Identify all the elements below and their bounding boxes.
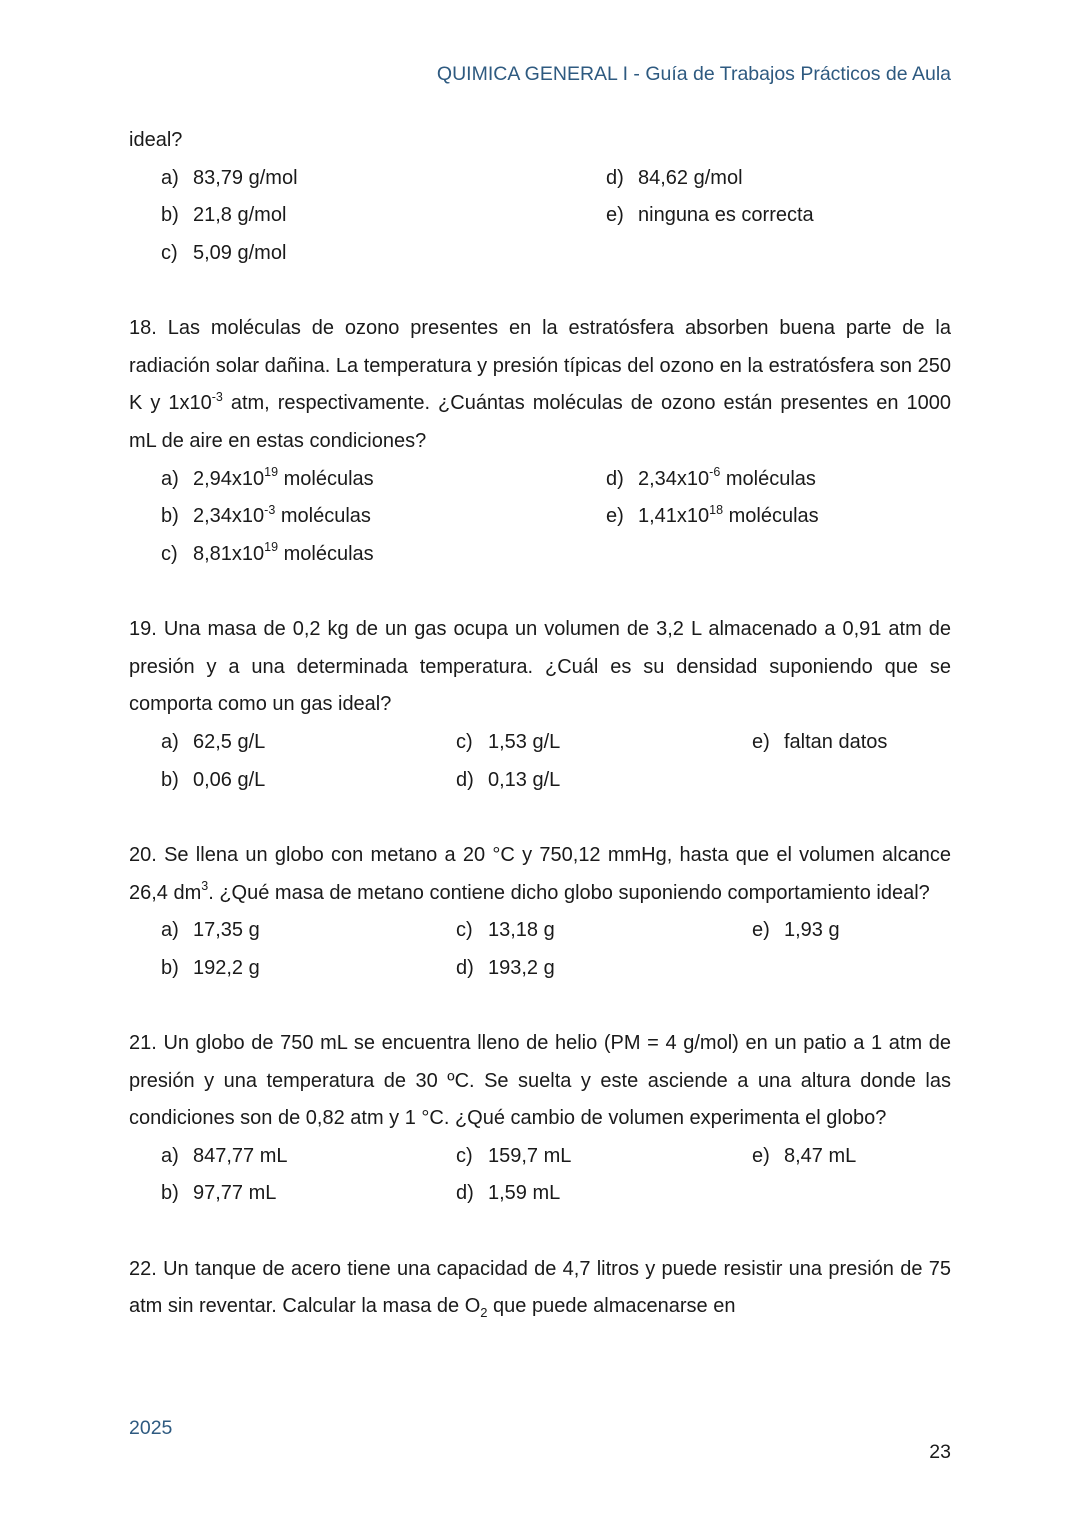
q18-option-d: d) $2,34x10^{-6}$ moléculas bbox=[606, 464, 816, 490]
q20-option-a: a) 17,35 g bbox=[161, 919, 260, 942]
q17-option-a: a) 83,79 g/mol bbox=[161, 166, 298, 189]
q17-option-c: c) 5,09 g/mol bbox=[161, 241, 287, 264]
q19-option-d: d) 0,13 g/L bbox=[456, 768, 561, 791]
q20-statement: 20. Se llena un globo con metano a 20 °C y 750,12 mmHg, hasta que el volumen alcance 26,4 $dm^3$. ¿Qué masa de metano contiene dicho globo suponiendo comportamiento ideal? bbox=[129, 843, 951, 904]
q19-option-e: e) faltan datos bbox=[752, 730, 888, 753]
q19-option-c: c) 1,53 g/L bbox=[456, 730, 561, 753]
q17-option-d: d) 84,62 g/mol bbox=[606, 166, 743, 189]
q18-option-e: e) $1,41x10^{18}$ moléculas bbox=[606, 502, 819, 528]
q18-option-c: c) $8,81x10^{19}$ moléculas bbox=[161, 540, 374, 565]
q20-options bbox=[129, 912, 951, 987]
q19-options bbox=[129, 724, 951, 799]
q21-statement: 21. Un globo de 750 mL se encuentra lleno de helio (PM = 4 g/mol) en un patio a 1 atm de presión y una temperatura de 30 ºC. Se suelta y este asciende a una altura donde las condiciones son de 0,82 atm y 1 °C. ¿Qué cambio de volumen experimenta el globo? bbox=[129, 1032, 951, 1130]
q20-option-e: e) 1,93 g bbox=[752, 919, 840, 942]
q20-option-c: c) 13,18 g bbox=[456, 919, 555, 942]
q19-statement: 19. Una masa de 0,2 kg de un gas ocupa un volumen de 3,2 L almacenado a 0,91 atm de presión y a una determinada temperatura. ¿Cuál es su densidad suponiendo que se comporta como un gas ideal? bbox=[129, 618, 952, 716]
q21-option-e: e) 8,47 mL bbox=[752, 1144, 857, 1167]
q17-option-b: b) 21,8 g/mol bbox=[161, 204, 287, 227]
page-content bbox=[129, 122, 951, 1326]
q21-options bbox=[129, 1138, 951, 1213]
page-number: 23 bbox=[929, 1441, 951, 1463]
q22-statement: 22. Un tanque de acero tiene una capacidad de 4,7 litros y puede resistir una presión de 75 atm sin reventar. Calcular la masa de $O_2$ que puede almacenarse en bbox=[129, 1257, 951, 1321]
q17-option-e: e) ninguna es correcta bbox=[606, 204, 814, 227]
q18-options bbox=[129, 461, 951, 574]
page-header-title: QUIMICA GENERAL I - Guía de Trabajos Prácticos de Aula bbox=[436, 63, 951, 85]
q21-option-a: a) 847,77 mL bbox=[161, 1144, 288, 1167]
q18-statement: 18. Las moléculas de ozono presentes en la estratósfera absorben buena parte de la radiación solar dañina. La temperatura y presión típicas del ozono en la estratósfera son 250 K y $1x10^{-3}$ atm, respectivamente. ¿Cuántas moléculas de ozono están presentes en 1000 mL de aire en estas condiciones? bbox=[129, 317, 951, 452]
q17-options bbox=[129, 160, 951, 273]
q21-option-d: d) 1,59 mL bbox=[456, 1182, 561, 1205]
q21-option-b: b) 97,77 mL bbox=[161, 1182, 277, 1205]
q19-option-b: b) 0,06 g/L bbox=[161, 768, 266, 791]
q18-option-b: b) $2,34x10^{-3}$ moléculas bbox=[161, 502, 371, 528]
q20-option-d: d) 193,2 g bbox=[456, 956, 555, 979]
footer-year: 2025 bbox=[129, 1417, 173, 1439]
q21-option-c: c) 159,7 mL bbox=[456, 1144, 572, 1167]
q20-option-b: b) 192,2 g bbox=[161, 956, 260, 979]
q17-tail: ideal? bbox=[129, 129, 183, 151]
q19-option-a: a) 62,5 g/L bbox=[161, 730, 266, 753]
q18-option-a: a) $2,94x10^{19}$ moléculas bbox=[161, 464, 374, 490]
